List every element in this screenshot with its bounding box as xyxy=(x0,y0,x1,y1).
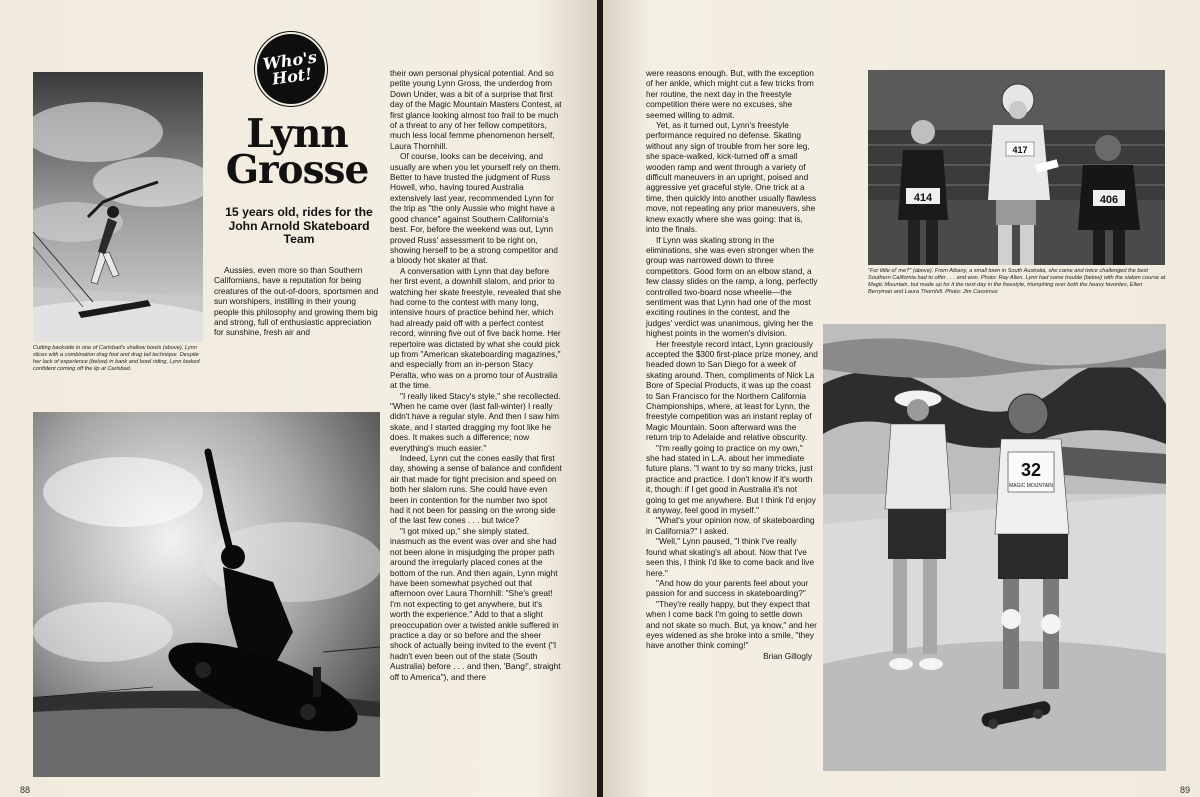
paragraph: their own personal physical potential. And so petite young Lynn Gross, the underdog from Down Under, was a bit of a surprise that first day of the Magic Mountain Masters Contest, at first glance looking almost too frail to be much of a threat to any of her fellow competitors, much less local femme phenomenon herself, Laura Thornhill. xyxy=(390,68,562,151)
text-column-3 xyxy=(646,68,818,661)
left-page xyxy=(0,0,597,797)
paragraph: "Well," Lynn paused, "I think I've really found what skating's all about. Now that I've seen this, I think I'd like to come back and live here." xyxy=(646,536,815,578)
whos-hot-badge xyxy=(257,34,325,104)
paragraph: Yet, as it turned out, Lynn's freestyle performance required no defense. Skating without any sign of trouble from her sore leg, she space-walked, kick-turned off a small wooden ramp and went through a variety of difficult maneuvers in an upright, poised and aggressive yet graceful style. One trick at a time, then quickly into another usually flawless move, not repeating any prior maneuvers, she knew exactly where she was going: that is, into the finals. xyxy=(646,120,817,235)
paragraph: "I got mixed up," she simply stated, inasmuch as the event was over and she had not been alone in misjudging the proper path around the irregularly placed cones at the bottom of the run. And then again, Lynn might have been somewhat psyched out that afternoon over Laura Thornhill: "She's great! I'm not expecting to get anywhere, but it's worth the experience." Add to that a slight preoccupation over a twisted ankle suffered in practice a day or so before and the sheer shock of actually being invited to the event ("I hadn't even been out of the state (South Australia) before . . . and then, 'Bang!', straight off to America"), and there xyxy=(390,525,561,682)
caption-left: Cutting backside in one of Carlsbad's shallow bowls (above), Lynn slices with a combination drag foot and drag tail technique. Despite her lack of experience (below) in bank and bowl riding, Lynn looked confident coming off the lip at Carlsbad. xyxy=(33,345,200,372)
paragraph: "And how do your parents feel about your passion for and success in skateboarding?" xyxy=(646,577,809,599)
headline-first-name: Lynn xyxy=(246,111,348,157)
paragraph: "I'm really going to practice on my own," she had stated in L.A. about her immediate future plans. "I want to try so many tricks, just practice and practice. I don't know if it's worth it, though: if I get good in Australia it's not going to get me anywhere. But I think I'd enjoy it anyway, feel good in myself." xyxy=(646,442,816,516)
author-signature: Brian Gillogly xyxy=(763,650,812,661)
photo-magic-mountain-slalom xyxy=(823,324,1166,771)
photo-skater-silhouette xyxy=(33,412,380,777)
skater-bowl-image xyxy=(33,72,203,342)
three-skaters-image xyxy=(868,70,1165,265)
paragraph: Her freestyle record intact, Lynn graciously accepted the $300 first-place prize money, and headed down to San Diego for a week of skating around. Then, compliments of Nick La Bore of Special Products, it was up the coast to San Francisco for the Northern California Championships, where, at least for Lynn, the freestyle competition was an instant replay of Magic Mountain. Soon afterward was the return trip to Adelaide and relative obscurity. xyxy=(646,338,818,443)
bib-417: 417 xyxy=(1012,145,1028,155)
right-page xyxy=(603,0,1200,797)
paragraph: "They're really happy, but they expect that when I come back I'm going to settle down and not skate so much. But, ya know," and her eyes widened as she broke into a smile, "they have another think coming!" xyxy=(646,598,817,651)
page-number-left: 88 xyxy=(20,785,31,795)
paragraph: Indeed, Lynn cut the cones easily that first day, showing a sense of balance and confident air that made for tight precision and speed on both her slalom runs. She could have even been in contention for the number two spot had it not been for passing on the wrong side of the last few cones . . . but twice? xyxy=(390,453,562,526)
slalom-image xyxy=(823,324,1166,771)
paragraph: were reasons enough. But, with the exception of her ankle, which might cut a few tricks from her routine, the next day in the freestyle competition there were no excuses, she seemed willing to admit. xyxy=(646,68,814,120)
photo-carlsbad-bowl xyxy=(33,72,203,342)
caption-right: "For little ol' me?" (above). From Albany, a small town in South Australia, she came and twice challenged the best Southern California had to offer . . . and won. Photo: Ray Allen. Lynn had some trouble (below) with the slalom course at Magic Mountain, but made up for it the next day in the freestyle, triumphing over both the heavy favorites, Ellen Berryman and Laura Thornhill. Photo: Jim Cassimus xyxy=(868,268,1166,295)
paragraph: "What's your opinion now, of skateboarding in California?" I asked. xyxy=(646,515,815,536)
text-column-2 xyxy=(390,68,562,682)
photo-three-skaters xyxy=(868,70,1165,265)
paragraph: Of course, looks can be deceiving, and usually are when you let yourself rely on them. Better to have trusted the judgment of Russ Howell, who, having toured Australia extensively last year, recommended Lynn for the trip as "the only Aussie who might have a good chance" against Southern California's best. For, before the weekend was out, Lynn proved Russ' assessment to be right on, showing herself to be a strong competitor and a bloody hot skater at that. xyxy=(390,151,561,266)
bib-406: 406 xyxy=(1099,194,1119,206)
badge-label: Who's Hot! xyxy=(261,47,318,89)
text-column-1 xyxy=(214,265,382,338)
paragraph: If Lynn was skating strong in the eliminations, she was even stronger when the group was narrowed down to three competitors. Good form on an elbow stand, a few classy slides on the ramp, a long, perfectly controlled two-board nose wheelie—the sentiment was that Lynn had one of the most exciting routines in the contest, and the judges' verdict was unanimous, giving her the highest points in the women's division. xyxy=(646,234,818,339)
race-bib-text: MAGIC MOUNTAIN xyxy=(1008,483,1054,489)
paragraph: A conversation with Lynn that day before her first event, a downhill slalom, and prior to watching her skate freestyle, revealed that she had come to the contest with many long, intensive hours of practice behind her, which had already paid off with a perfect contest record, winning five out of five back home. Her repertoire was dictated by what she could pick up from "American skateboarding magazines," and especially from an in-person Stacy Peralta, who was on a promo tour of Australia at the time. xyxy=(390,265,562,391)
article-headline xyxy=(222,111,372,193)
race-bib-number: 32 xyxy=(1020,460,1042,480)
silhouette-image xyxy=(33,412,380,777)
headline-last-name: Grosse xyxy=(225,147,369,193)
paragraph: "I really liked Stacy's style," she recollected. "When he came over (last fall-winter) I really didn't have a regular style. And then I saw him skate, and I started dragging my foot like he does. It makes such a difference; now everything's much easier." xyxy=(390,390,561,453)
page-number-right: 89 xyxy=(1179,785,1190,795)
paragraph: Aussies, even more so than Southern Californians, have a reputation for being creatures of the out-of-doors, sportsmen and sun worshipers, instilling in their young people this philosophy and growing them big and strong, full of enthusiastic appreciation for sunshine, fresh air and xyxy=(214,265,379,338)
article-deck: 15 years old, rides for the John Arnold Skateboard Team xyxy=(225,205,373,246)
bib-414: 414 xyxy=(913,192,933,204)
